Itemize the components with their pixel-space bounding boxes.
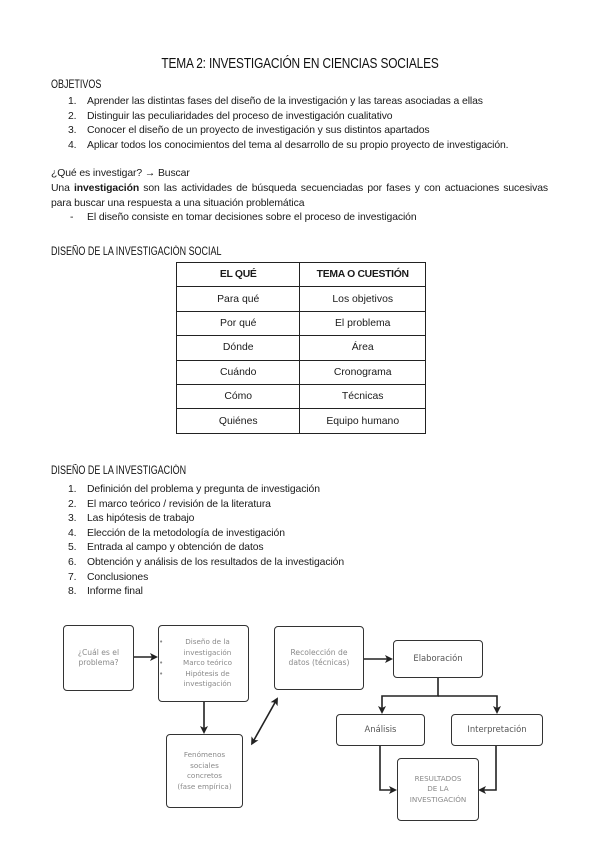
box-resultados: RESULTADOS DE LA INVESTIGACIÓN (397, 758, 479, 821)
box-fenomenos: Fenómenos sociales concretos (fase empírica) (166, 734, 243, 808)
research-flow-diagram (0, 600, 600, 848)
list-item: 8. Informe final (68, 586, 143, 598)
bold-term: investigación (73, 183, 140, 194)
table-row: Cuándo Cronograma (177, 360, 426, 384)
arrow-left-icon (480, 746, 496, 790)
diseno-bullets (159, 637, 248, 690)
box-problema: ¿Cuál es el problema? (63, 625, 134, 691)
table-row: Dónde Área (177, 336, 426, 360)
diseno-social-heading: DISEÑO DE LA INVESTIGACIÓN SOCIAL (51, 246, 222, 258)
page-title: TEMA 2: INVESTIGACIÓN EN CIENCIAS SOCIALES (161, 56, 439, 72)
box-analisis: Análisis (336, 714, 425, 746)
diseno-list (68, 483, 344, 600)
list-item: 2. El marco teórico / revisión de la literatura (68, 498, 271, 510)
column-header: EL QUÉ (177, 263, 300, 287)
box-elaboracion: Elaboración (393, 640, 483, 678)
objetivos-list (68, 95, 508, 153)
table-row: Para qué Los objetivos (177, 287, 426, 311)
list-item: 7. Conclusiones (68, 571, 149, 583)
investigacion-definition: Una investigación son las actividades de búsqueda secuenciadas por fases y con actuaciones sucesivas para buscar una respuesta a una situación problemática (51, 183, 548, 209)
arrow-right-icon (380, 746, 395, 790)
list-item: 2. Distinguir las peculiaridades del proceso de investigación cualitativo (68, 110, 393, 122)
double-arrow-icon (254, 699, 277, 740)
objetivos-heading: OBJETIVOS (51, 79, 102, 91)
box-recoleccion: Recolección de datos (técnicas) (274, 626, 364, 690)
list-item: • Marco teórico (167, 658, 248, 669)
list-item: 6. Obtención y análisis de los resultados de la investigación (68, 556, 345, 568)
list-item: 5. Entrada al campo y obtención de datos (68, 542, 264, 554)
list-item: 3. Conocer el diseño de un proyecto de investigación y sus distintos apartados (68, 125, 430, 137)
table-row: Cómo Técnicas (177, 384, 426, 408)
list-item: • Diseño de la investigación (167, 637, 248, 658)
list-item: 3. Las hipótesis de trabajo (68, 513, 195, 525)
diseno-heading: DISEÑO DE LA INVESTIGACIÓN (51, 465, 187, 477)
table-row: Quiénes Equipo humano (177, 409, 426, 433)
table-header-row (177, 263, 426, 287)
box-interpretacion: Interpretación (451, 714, 543, 746)
list-item: 4. Elección de la metodología de investigación (68, 527, 285, 539)
list-item: 1. Definición del problema y pregunta de investigación (68, 484, 320, 495)
table-row: Por qué El problema (177, 311, 426, 335)
arrow-down-icon (438, 696, 497, 712)
box-diseno (158, 625, 249, 702)
column-header: TEMA O CUESTIÓN (300, 263, 426, 287)
diseno-bullet: - El diseño consiste en tomar decisiones sobre el proceso de investigación (70, 212, 417, 223)
intro-question: ¿Qué es investigar? → Buscar (51, 168, 190, 179)
list-item: 1. Aprender las distintas fases del diseño de la investigación y las tareas asociadas a ellas (68, 96, 483, 107)
list-item: • Hipótesis de investigación (167, 669, 248, 690)
arrow-down-icon (382, 678, 438, 712)
diseno-social-table (176, 262, 426, 434)
list-item: 4. Aplicar todos los conocimientos del tema al desarrollo de su propio proyecto de investigación. (68, 139, 509, 151)
